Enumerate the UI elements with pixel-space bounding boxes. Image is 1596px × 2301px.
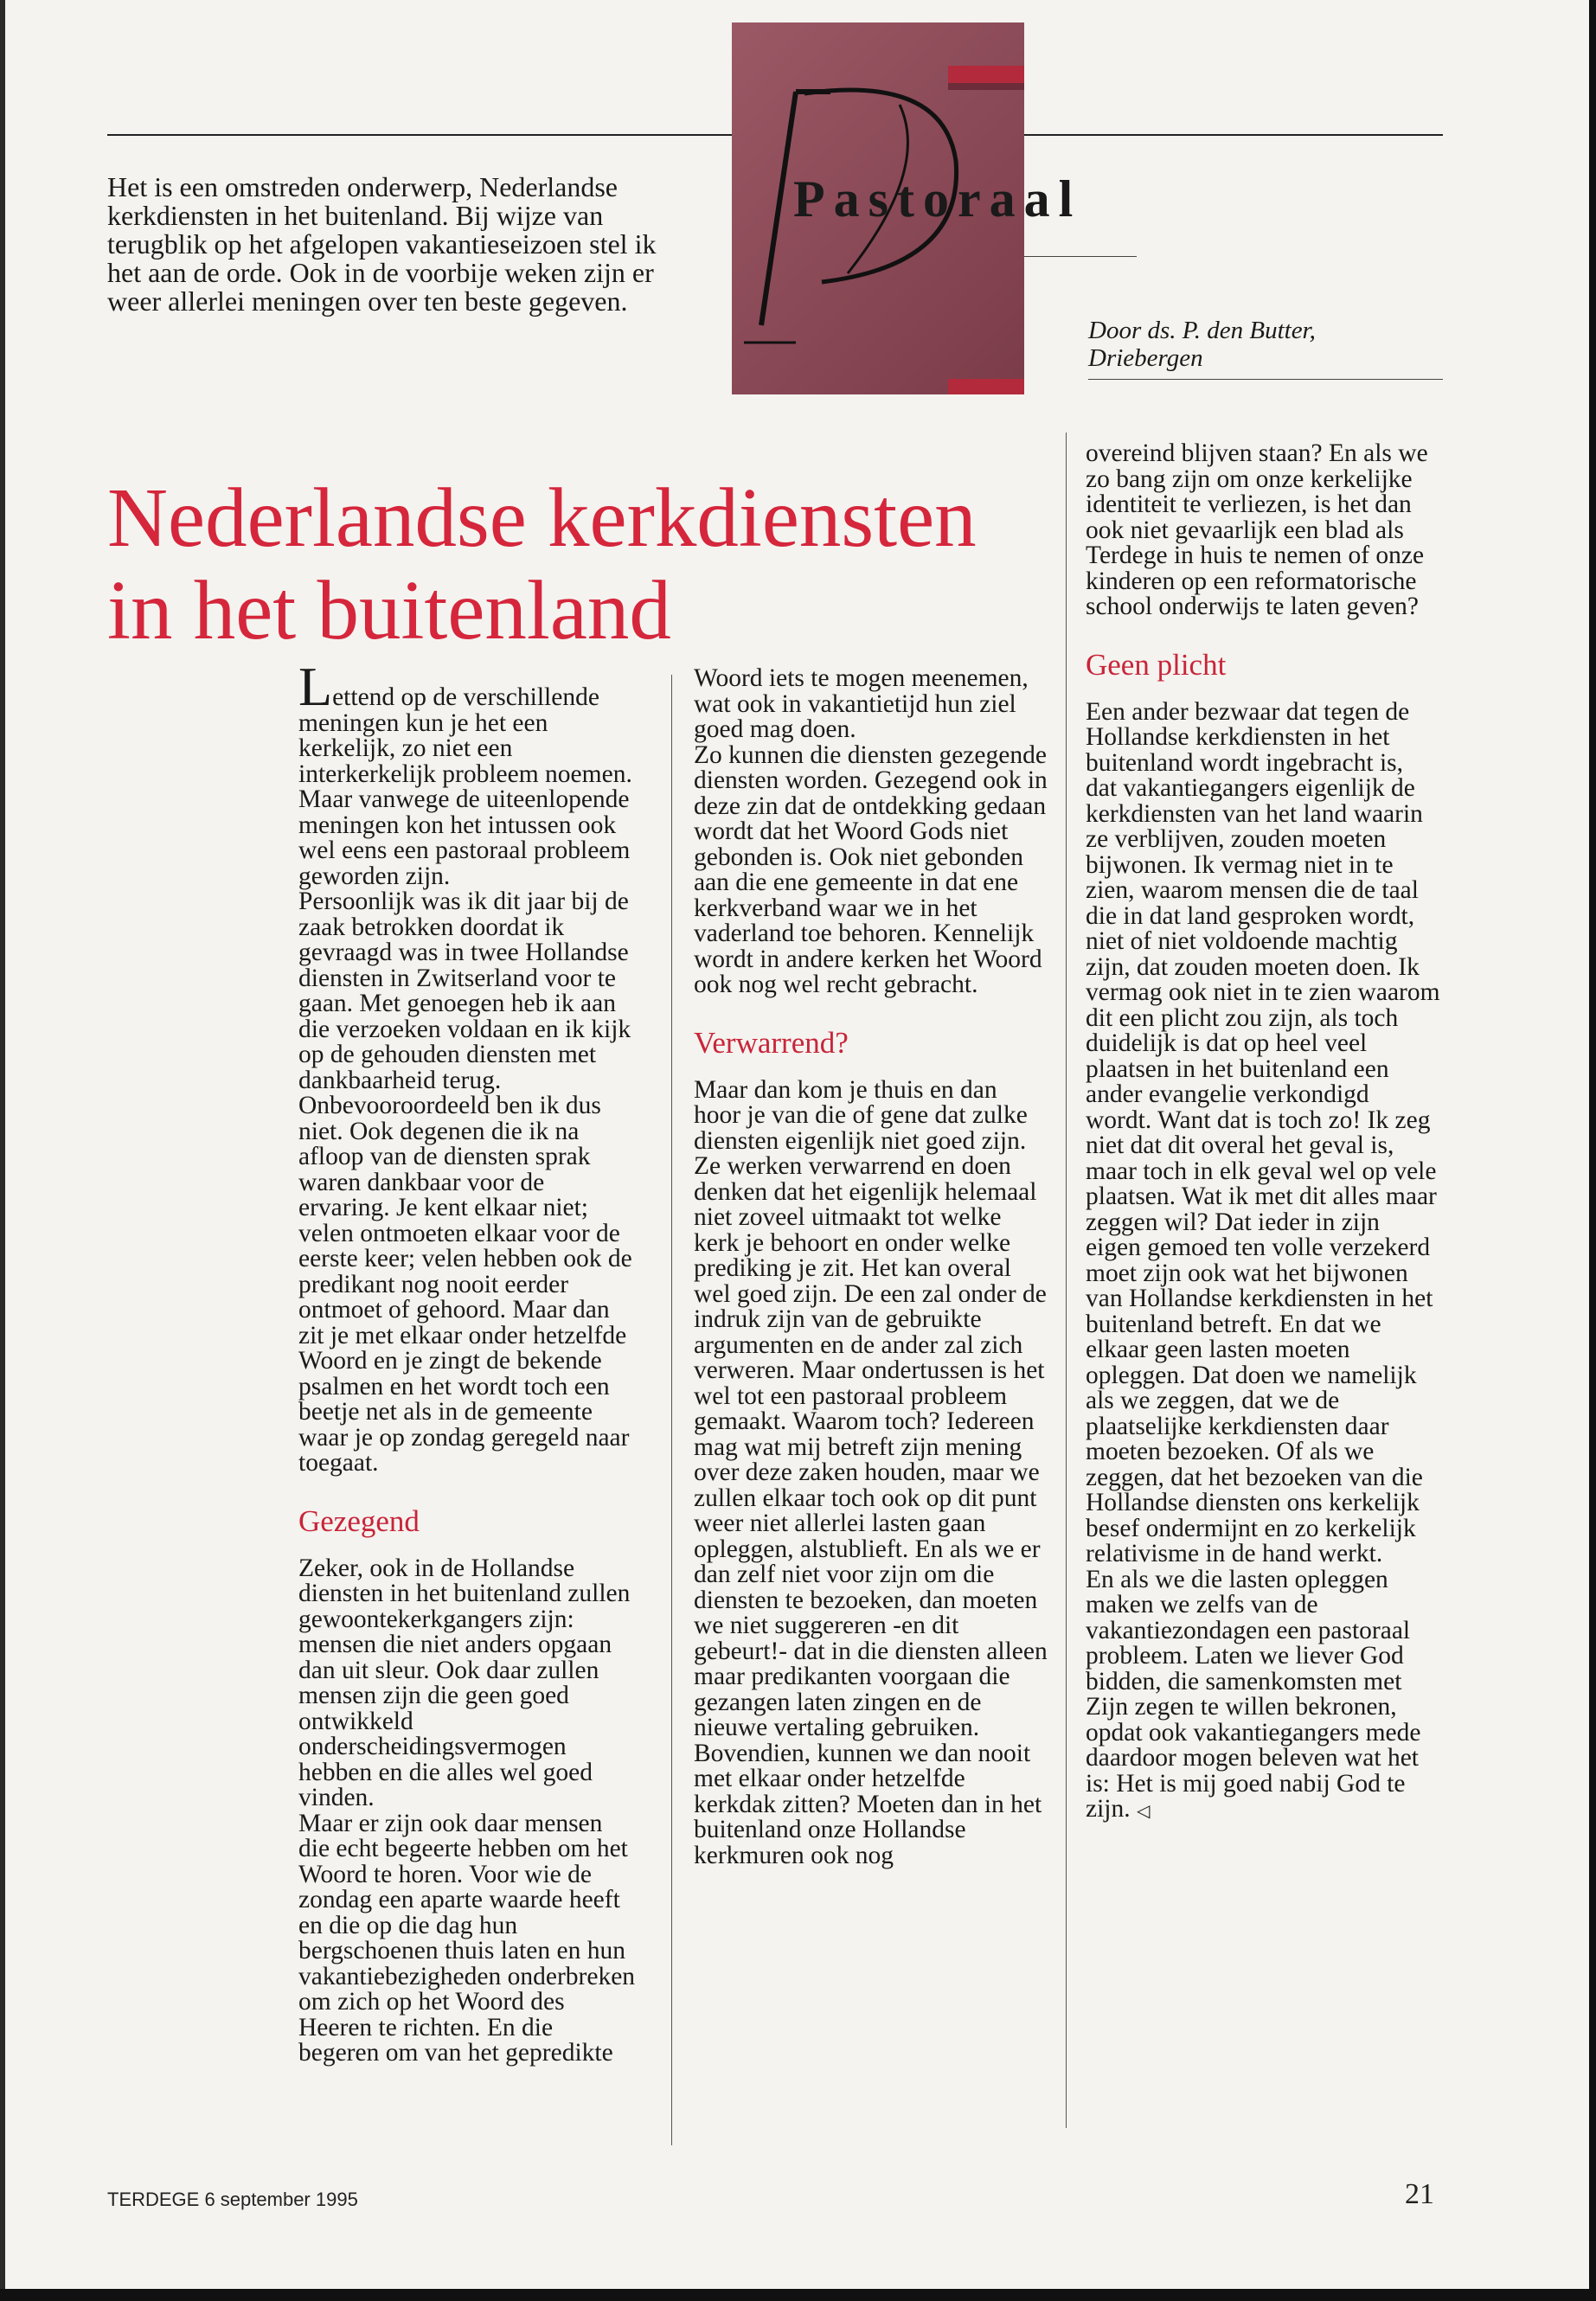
section-label: Pastoraal (793, 170, 1082, 228)
col3-paragraph-1: overeind blijven staan? En als we zo bang zijn om onze kerkelijke identiteit te verliezen, is het dan ook niet gevaarlijk een blad als Terdege in huis te nemen of onze kinderen op een reformatorische school onderwijs te laten geven? (1086, 439, 1428, 620)
column-divider-2 (1066, 433, 1067, 2128)
col2-paragraph-4: Bovendien, kunnen we dan nooit met elkaar onder hetzelfde kerkdak zitten? Moeten dan in het buitenland onze Hollandse kerkmuren ook nog (694, 1739, 1042, 1869)
article-title: Nederlandse kerkdiensten in het buitenland (107, 471, 977, 657)
col1-paragraph-2: Persoonlijk was ik dit jaar bij de zaak betrokken doordat ik gevraagd was in twee Hollandse diensten in Zwitserland voor te gaan. Met genoegen heb ik aan die verzoeken voldaan en ik kijk op de gehouden diensten met dankbaarheid terug. Onbevooroordeeld ben ik dus niet. Ook degenen die ik na afloop van de diensten sprak waren dankbaar voor de ervaring. Je kent elkaar niet; velen ontmoeten elkaar voor de eerste keer; velen hebben ook de predikant nog nooit eerder ontmoet of gehoord. Maar dan zit je met elkaar onder hetzelfde Woord en je zingt de bekende psalmen en het wordt toch een beetje net als in de gemeente waar je op zondag geregeld naar toegaat. (298, 888, 632, 1477)
subheading-gezegend: Gezegend (298, 1503, 420, 1538)
col2-paragraph-1: Woord iets te mogen meenemen, wat ook in vakantietijd hun ziel goed mag doen. (694, 664, 1029, 743)
column-divider-1 (671, 675, 672, 2145)
drop-cap: L (298, 656, 333, 717)
footer-magazine-issue: TERDEGE 6 september 1995 (107, 2189, 358, 2210)
col1-paragraph-1: Lettend op de verschillende meningen kun je het een kerkelijk, zo niet een interkerkelijk probleem noemen. Maar vanwege de uiteenlopende meningen kon het intussen ook wel eens een pastoraal probleem geworden zijn. (298, 656, 632, 890)
col1-paragraph-3: Zeker, ook in de Hollandse diensten in het buitenland zullen gewoontekerkgangers zijn: mensen die niet anders opgaan dan uit sleur. Ook daar zullen mensen zijn die geen goed ontwikkeld onderscheidingsvermogen hebben en die alles wel goed vinden. (298, 1554, 631, 1811)
col1-paragraph-4: Maar er zijn ook daar mensen die echt begeerte hebben om het Woord te horen. Voor wie de zondag een aparte waarde heeft en die op die dag hun bergschoenen thuis laten en hun vakantiebezigheden onderbreken om zich op het Woord des Heeren te richten. En die begeren om van het gepredikte (298, 1809, 636, 2067)
intro-lead: Het is een omstreden onderwerp, Nederlandse kerkdiensten in het buitenland. Bij wijze van terugblik op het afgelopen vakantieseizoen stel ik het aan de orde. Ook in de voorbije weken zijn er weer allerlei meningen over ten beste gegeven. (107, 171, 657, 317)
subheading-verwarrend: Verwarrend? (694, 1025, 849, 1060)
scan-edge-bottom (0, 2289, 1596, 2301)
byline-bottom-rule (1088, 379, 1443, 380)
byline (1088, 317, 1434, 372)
article-column-3 (1086, 441, 1440, 1825)
logo-accent-band-bottom (948, 379, 1024, 394)
byline-author: Door ds. P. den Butter, (1088, 317, 1316, 344)
scan-edge-left (0, 0, 5, 2301)
col3-paragraph-3: En als we die lasten opleggen maken we zelfs van de vakantiezondagen een pastoraal probleem. Laten we liever God bidden, die samenkomsten met Zijn zegen te willen bekronen, opdat ook vakantiegangers mede daardoor mogen beleven wat het is: Het is mij goed nabij God te zijn. ◁ (1086, 1565, 1421, 1823)
subheading-geen-plicht: Geen plicht (1086, 647, 1227, 682)
col2-paragraph-3: Maar dan kom je thuis en dan hoor je van die of gene dat zulke diensten eigenlijk niet goed zijn. Ze werken verwarrend en doen denken dat het eigenlijk helemaal niet zoveel uitmaakt tot welke kerk je behoort en onder welke prediking je zit. Het kan overal wel goed zijn. De een zal onder de indruk zijn van de gebruikte argumenten en de ander zal zich verweren. Maar ondertussen is het wel tot een pastoraal probleem gemaakt. Waarom toch? Iedereen mag wat mij betreft zijn mening over deze zaken houden, maar we zullen elkaar toch ook op dit punt weer niet allerlei lasten gaan opleggen, alstublieft. En als we er dan zelf niet voor zijn om die diensten te bezoeken, dan moeten we niet suggereren -en dit gebeurt!- dat in die diensten alleen maar predikanten voorgaan die gezangen laten zingen en de nieuwe vertaling gebruiken. (694, 1075, 1048, 1741)
header-rule-right (1024, 134, 1443, 136)
header-rule-left (107, 134, 732, 136)
scan-edge-right (1589, 0, 1596, 2301)
section-label-underline (1024, 256, 1137, 257)
col3-paragraph-2: Een ander bezwaar dat tegen de Hollandse kerkdiensten in het buitenland wordt ingebracht is, dat vakantiegangers eigenlijk de kerkdiensten van het land waarin ze verblijven, zouden moeten bijwonen. Ik vermag niet in te zien, waarom mensen die de taal die in dat land gesproken wordt, niet of niet voldoende machtig zijn, dat zouden moeten doen. Ik vermag ook niet in te zien waarom dit een plicht zou zijn, als toch duidelijk is dat op heel veel plaatsen in het buitenland een ander evangelie verkondigd wordt. Want dat is toch zo! Ik zeg niet dat dit overal het geval is, maar toch in elk geval wel op vele plaatsen. Wat ik met dit alles maar zeggen wil? Dat ieder in zijn eigen gemoed ten volle verzekerd moet zijn ook wat het bijwonen van Hollandse kerkdiensten in het buitenland betreft. En dat we elkaar geen lasten moeten opleggen. Dat doen we namelijk als we zeggen, dat we de plaatselijke kerkdiensten daar moeten bezoeken. Of als we zeggen, dat het bezoeken van die Hollandse diensten ons kerkelijk besef ondermijnt en zo kerkelijk relativisme in de hand werkt. (1086, 697, 1440, 1567)
article-column-1 (298, 656, 636, 2067)
page-number: 21 (1405, 2178, 1434, 2210)
article-column-2 (694, 666, 1048, 1868)
col2-paragraph-2: Zo kunnen die diensten gezegende diensten worden. Gezegend ook in deze zin dat de ontdekking gedaan wordt dat het Woord Gods niet gebonden is. Ook niet gebonden aan die ene gemeente in dat ene kerkverband waar we in het vaderland toe behoren. Kennelijk wordt in andere kerken het Woord ook nog wel recht gebracht. (694, 740, 1048, 998)
end-mark-icon: ◁ (1137, 1802, 1151, 1821)
byline-place: Driebergen (1088, 344, 1203, 372)
